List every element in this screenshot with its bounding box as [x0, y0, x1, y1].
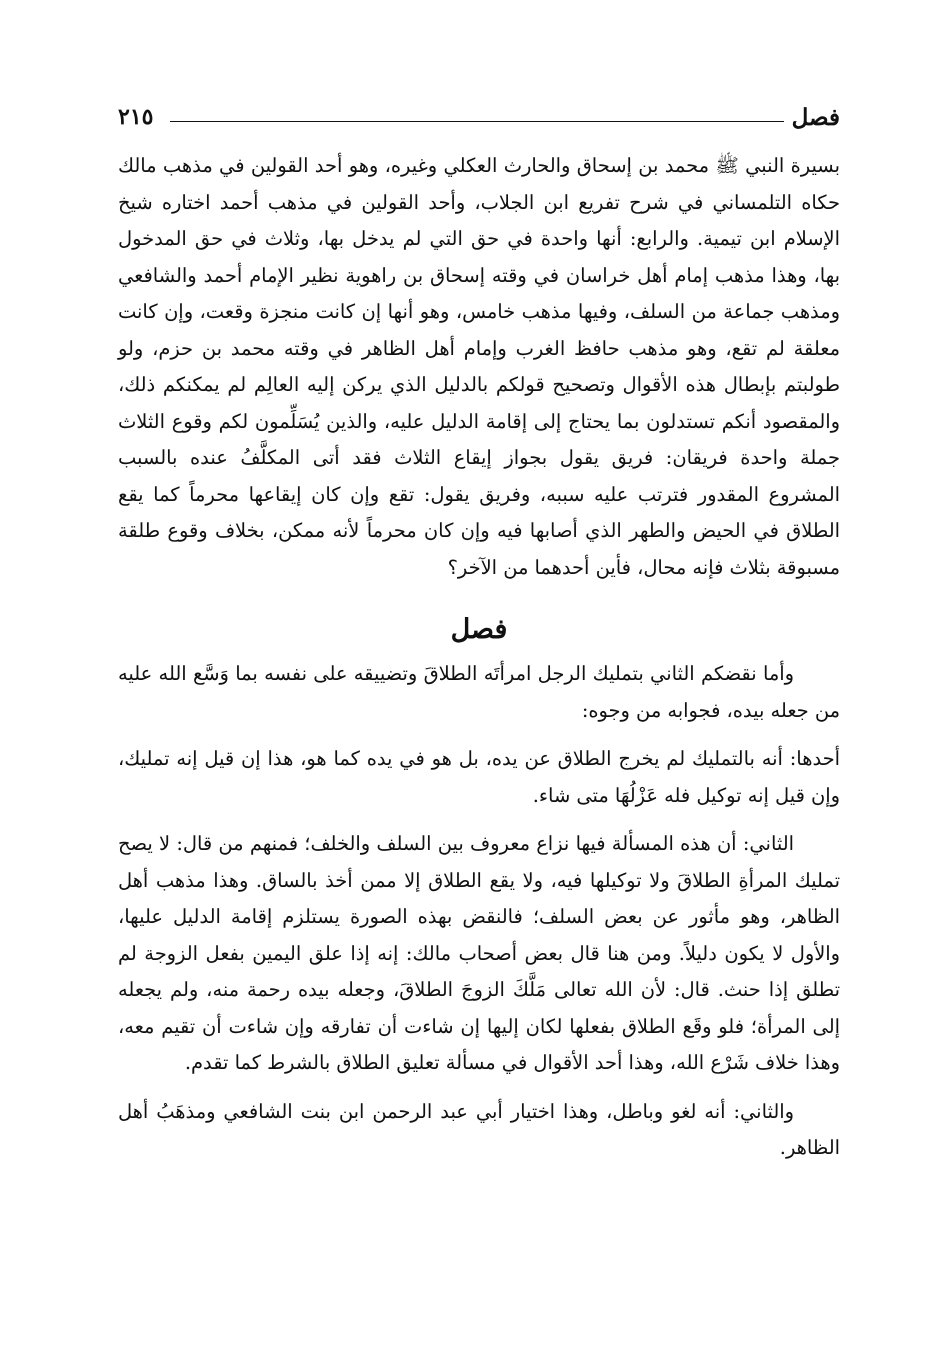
running-header [118, 100, 840, 134]
book-page [118, 100, 840, 1167]
page-number: ٢١٥ [118, 104, 161, 130]
body-paragraph-5: والثاني: أنه لغو وباطل، وهذا اختيار أبي عبد الرحمن ابن بنت الشافعي ومذهَبُ أهل الظاهر. [118, 1099, 840, 1159]
section-heading: فصل [450, 614, 508, 645]
body-paragraph-3: أحدها: أنه بالتمليك لم يخرج الطلاق عن يده، بل هو في يده كما هو، هذا إن قيل إنه تمليك، وإن قيل إنه توكيل فله عَزْلُهَا متى شاء. [118, 747, 840, 807]
header-rule [170, 121, 792, 122]
running-header-section-title: فصل [784, 104, 840, 131]
body-paragraph-2: وأما نقضكم الثاني بتمليك الرجل امرأتَه الطلاقَ وتضييقه على نفسه بما وَسَّع الله عليه من جعله بيده، فجوابه من وجوه: [118, 662, 840, 722]
body-paragraph-1: بسيرة النبي ﷺ محمد بن إسحاق والحارث العكلي وغيره، وهو أحد القولين في مذهب مالك حكاه التلمساني في شرح تفريع ابن الجلاب، وأحد القولين في مذهب أحمد اختاره شيخ الإسلام ابن تيمية. والرابع: أنها واحدة في حق التي لم يدخل بها، وثلاث في حق المدخول بها، وهذا مذهب إمام أهل خراسان في وقته إسحاق بن راهوية نظير الإمام أحمد والشافعي ومذهب جماعة من السلف، وفيها مذهب خامس، وهو أنها إن كانت منجزة وقعت، وإن كانت معلقة لم تقع، وهو مذهب حافظ الغرب وإمام أهل الظاهر في وقته محمد بن حزم، ولو طولبتم بإبطال هذه الأقوال وتصحيح قولكم بالدليل الذي يركن إليه العالِم لم يمكنكم ذلك، والمقصود أنكم تستدلون بما يحتاج إلى إقامة الدليل عليه، والذين يُسَلِّمون لكم وقوع الثلاث جملة واحدة فريقان: فريق يقول بجواز إيقاع الثلاث فقد أتى المكلَّفُ عنده بالسبب المشروع المقدور فترتب عليه سببه، وفريق يقول: تقع وإن كان إيقاعها محرماً كما يقع الطلاق في الحيض والطهر الذي أصابها فيه وإن كان محرماً لأنه ممكن، بخلاف وقوع طلقة مسبوقة بثلاث فإنه محال، فأين أحدهما من الآخر؟ [118, 154, 840, 579]
body-paragraph-4: الثاني: أن هذه المسألة فيها نزاع معروف بين السلف والخلف؛ فمنهم من قال: لا يصح تمليك المرأةِ الطلاقَ ولا توكيلها فيه، ولا يقع الطلاق إلا ممن أخذ بالساق. وهذا مذهب أهل الظاهر، وهو مأثور عن بعض السلف؛ فالنقض بهذه الصورة يستلزم إقامة الدليل عليها، والأول لا يكون دليلاً. ومن هنا قال بعض أصحاب مالك: إنه إذا علق اليمين بفعل الزوجة لم تطلق إذا حنث. قال: لأن الله تعالى مَلَّكَ الزوجَ الطلاقَ، وجعله بيده رحمة منه، ولم يجعله إلى المرأة؛ فلو وقَع الطلاق بفعلها لكان إليها إن شاءت أن تفارقه وإن شاءت أن تقيم معه، وهذا خلاف شَرْع الله، وهذا أحد الأقوال في مسألة تعليق الطلاق بالشرط كما تقدم. [118, 832, 840, 1074]
